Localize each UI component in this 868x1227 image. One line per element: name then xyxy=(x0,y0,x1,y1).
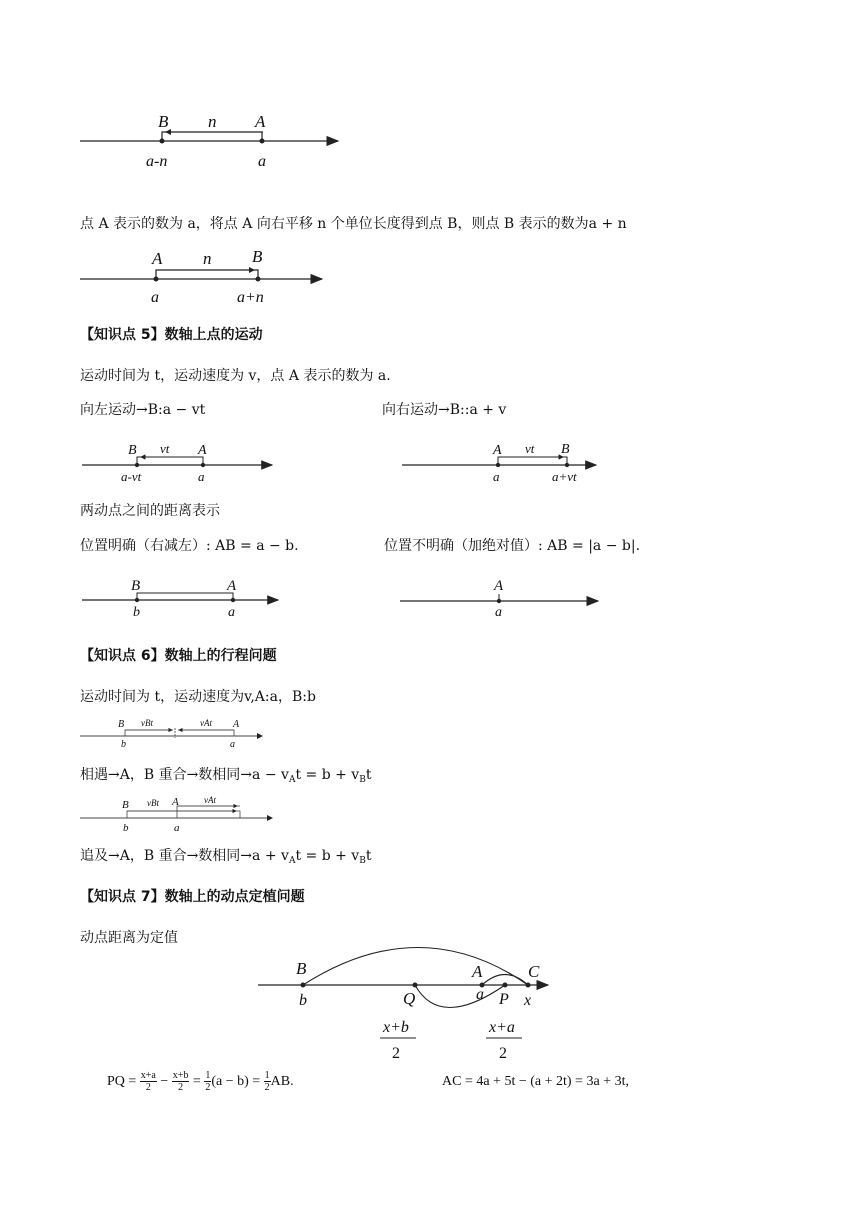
section-5-title: 【知识点 5】数轴上点的运动 xyxy=(80,327,263,343)
move-right-label: 向右运动→B::a + v xyxy=(382,402,507,418)
meeting-formula: 相遇→A，B 重合→数相同$\to a - v_At = b + v_Bt$ xyxy=(80,767,372,785)
tick-a: a xyxy=(228,605,235,620)
tick-a-n: a-n xyxy=(146,153,168,170)
label-Q: Q xyxy=(403,989,416,1008)
label-A: A xyxy=(152,249,163,268)
label-A: A xyxy=(494,578,504,594)
tick-a: a xyxy=(493,469,500,484)
tick-a-vt: a-vt xyxy=(121,469,142,484)
label-B: B xyxy=(122,799,129,811)
label-B: B xyxy=(252,247,263,266)
figure-shift-left xyxy=(80,112,338,170)
tick-a-n: a+n xyxy=(237,289,264,306)
move-left-label: 向左运动→B:a − vt xyxy=(80,402,206,418)
distance-known: 位置明确（右减左）: AB = a − b. xyxy=(80,538,299,554)
label-vbt: vBt xyxy=(141,718,153,728)
tick-b: b xyxy=(123,822,129,834)
distance-heading: 两动点之间的距离表示 xyxy=(80,503,220,519)
tick-a: a xyxy=(230,739,235,750)
label-vt: vt xyxy=(160,441,170,456)
label-B: B xyxy=(158,112,169,131)
frac2-den: 2 xyxy=(499,1045,507,1062)
section-7-title: 【知识点 7】数轴上的动点定植问题 xyxy=(80,889,305,905)
frac1-num: x+b xyxy=(383,1019,409,1036)
label-vbt: vBt xyxy=(147,798,159,808)
label-A: A xyxy=(233,719,240,730)
label-A: A xyxy=(172,796,179,808)
tick-b: b xyxy=(121,739,126,750)
figure-distance-known xyxy=(82,578,278,620)
figure-meeting xyxy=(80,718,262,750)
label-B: B xyxy=(128,443,137,458)
label-n: n xyxy=(208,112,217,131)
label-B: B xyxy=(296,959,307,978)
label-A: A xyxy=(227,578,237,594)
label-B: B xyxy=(131,578,141,594)
section-5-intro: 运动时间为 t，运动速度为 v，点 A 表示的数为 a. xyxy=(80,368,391,384)
label-B: B xyxy=(118,719,125,730)
label-vt: vt xyxy=(525,441,535,456)
label-n: n xyxy=(203,249,212,268)
figure-shift-right xyxy=(80,247,322,306)
frac1-den: 2 xyxy=(392,1045,400,1062)
label-A: A xyxy=(472,962,483,981)
section-6-intro: 运动时间为 t，运动速度为v,A:a，B:b xyxy=(80,689,316,705)
label-C: C xyxy=(528,962,540,981)
label-vat: vAt xyxy=(200,718,212,728)
label-vat: vAt xyxy=(204,795,216,805)
tick-a: a xyxy=(198,469,205,484)
formula-ac: AC = 4a + 5t − (a + 2t) = 3a + 3t, xyxy=(442,1074,629,1089)
figure-chase xyxy=(80,795,272,834)
tick-a: a xyxy=(258,153,266,170)
formula-pq: PQ = $\frac{x+a}{2}$ − $\frac{x+b}{2}$ = $\frac{1}{2}$ (a − b) = $\frac{1}{2}$ AB. xyxy=(107,1070,294,1094)
figure-move-left xyxy=(82,441,272,484)
label-P: P xyxy=(499,991,509,1008)
label-B: B xyxy=(561,442,570,457)
label-A: A xyxy=(255,112,266,131)
label-A: A xyxy=(493,443,502,458)
section-6-title: 【知识点 6】数轴上的行程问题 xyxy=(80,648,277,664)
tick-b: b xyxy=(133,605,140,620)
frac2-num: x+a xyxy=(489,1019,515,1036)
paragraph-right-shift: 点 A 表示的数为 a，将点 A 向右平移 n 个单位长度得到点 B，则点 B 表示的数为a + n xyxy=(80,216,627,232)
chase-formula: 追及→A，B 重合→数相同$\to a + v_At = b + v_Bt$ xyxy=(80,848,372,866)
tick-a-vt: a+vt xyxy=(552,469,577,484)
figure-move-right xyxy=(402,441,596,484)
label-A: A xyxy=(198,443,207,458)
section-7-intro: 动点距离为定值 xyxy=(80,930,178,946)
tick-x: x xyxy=(524,992,532,1009)
figure-distance-unknown xyxy=(400,578,598,620)
distance-unknown: 位置不明确（加绝对值）: AB = |a − b|. xyxy=(384,538,641,554)
tick-a: a xyxy=(495,605,502,620)
tick-a: a xyxy=(476,986,484,1003)
tick-a: a xyxy=(174,822,180,834)
figure-fixed-distance xyxy=(258,948,548,1063)
tick-a: a xyxy=(151,289,159,306)
tick-b: b xyxy=(299,992,307,1009)
